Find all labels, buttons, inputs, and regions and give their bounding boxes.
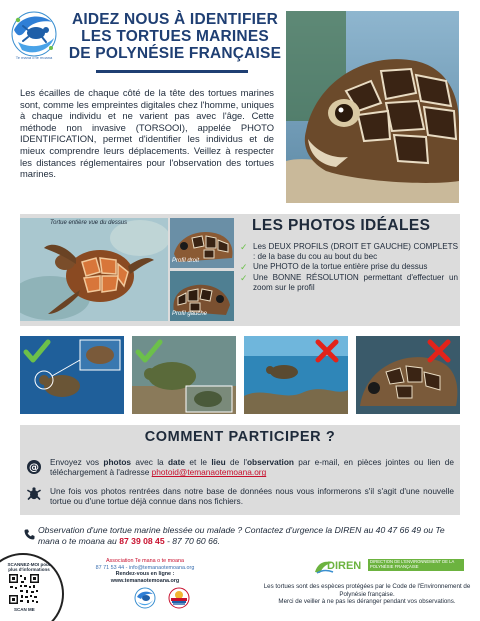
participate-heading: COMMENT PARTICIPER ?: [144, 429, 336, 445]
title-line-3: DE POLYNÉSIE FRANÇAISE: [68, 45, 282, 62]
association-contact: [90, 558, 200, 584]
check-icon: ✓: [240, 272, 248, 283]
association-phone-email: 87 71 53 44 - info@temanaotemoana.org: [95, 564, 195, 571]
protection-line-1: Les tortues sont des espèces protégées par le Code de l'Environnement de Polynésie française.: [263, 583, 471, 598]
intro-paragraph: Les écailles de chaque côté de la tête des tortues marines sont, comme les empreintes digitales chez l'homme, uniques à chaque individu et ne varient pas avec l'âge. Cette méthode non invasive (TORSOOI), appelée PHOTO IDENTIFICATION, permet d'identifier les individus et de mieux comprendre leurs déplacements. Veillez à respecter les distances réglementaires pour l'observation des tortues marines.: [20, 87, 274, 180]
phone-icon: [24, 527, 35, 538]
title-line-1: AIDEZ NOUS À IDENTIFIER: [71, 11, 279, 28]
logo-caption: Te mana o te moana: [15, 55, 53, 60]
check-icon: ✓: [240, 242, 248, 252]
protection-notice: [262, 583, 472, 606]
step-send-photos: Envoyez vos photos avec la date et le lieu de l'observation par e-mail, en pièces jointes ou lien de téléchargement à l'adresse photoid@temanaotemoana.org: [50, 457, 454, 478]
ideal-photos-list: [240, 242, 458, 293]
page-title: [60, 11, 290, 62]
association-website[interactable]: Rendez-vous en ligne : www.temanaotemoana.org: [110, 571, 180, 584]
photo-whole-turtle: [20, 218, 168, 321]
photo-right-label: Profil droit: [172, 258, 200, 264]
svg-text:@: @: [29, 462, 39, 474]
example-photo-bad-2: [356, 336, 460, 414]
at-sign-icon: [27, 460, 41, 474]
title-underline: [96, 70, 248, 73]
qr-code[interactable]: [8, 573, 40, 605]
polynesia-coat-of-arms: [168, 587, 190, 609]
diren-subtitle: DIRECTION DE L'ENVIRONNEMENT DE LA POLYNÉSIE FRANÇAISE: [368, 559, 464, 571]
photo-left-profile: [170, 271, 234, 321]
check-icon: ✓: [240, 262, 248, 273]
email-link[interactable]: photoid@temanaotemoana.org: [151, 467, 267, 478]
association-name: Association Te mana o te moana: [105, 558, 185, 564]
title-line-2: LES TORTUES MARINES: [81, 28, 269, 45]
example-photo-good-1: [20, 336, 124, 414]
list-item: ✓ Une PHOTO de la tortue entière prise du dessus: [240, 262, 428, 273]
turtle-head-photo: [286, 11, 459, 203]
diren-logo-text: DIREN: [327, 560, 362, 572]
ideal-photos-heading: LES PHOTOS IDÉALES: [252, 217, 431, 234]
protection-line-2: Merci de veiller à ne pas les déranger pendant vos observations.: [278, 598, 456, 606]
turtle-icon: [27, 487, 41, 501]
photo-right-profile: [170, 218, 234, 268]
step-database-info: Une fois vos photos rentrées dans notre base de données nous vous informerons s'il s'agit d'une nouvelle tortue ou d'une tortue déjà connue dans nos fichiers.: [50, 486, 454, 507]
photo-main-label: Tortue entière vue du dessus: [50, 220, 128, 226]
scan-me-label: SCAN ME: [14, 607, 35, 612]
example-photo-bad-1: [244, 336, 348, 414]
urgent-contact-text: Observation d'une tortue marine blessée ou malade ? Contactez d'urgence la DIREN au 40 47 66 49 ou Te mana o te moana au 87 39 08 45 - 87 70 60 66.: [38, 525, 445, 546]
list-item: ✓ Les DEUX PROFILS (DROIT ET GAUCHE) COMPLETS : de la base du cou au bout du bec: [240, 242, 458, 262]
example-photo-good-2: [132, 336, 236, 414]
list-item: ✓ Une BONNE RÉSOLUTION permettant d'effectuer un zoom sur le profil: [240, 272, 458, 292]
photo-left-label: Profil gauche: [172, 311, 208, 317]
association-small-logo: [134, 587, 156, 609]
qr-caption: SCANNEZ-MOI pour plus d'informations: [7, 562, 51, 572]
urgent-phone-number[interactable]: 87 39 08 45: [119, 536, 165, 546]
